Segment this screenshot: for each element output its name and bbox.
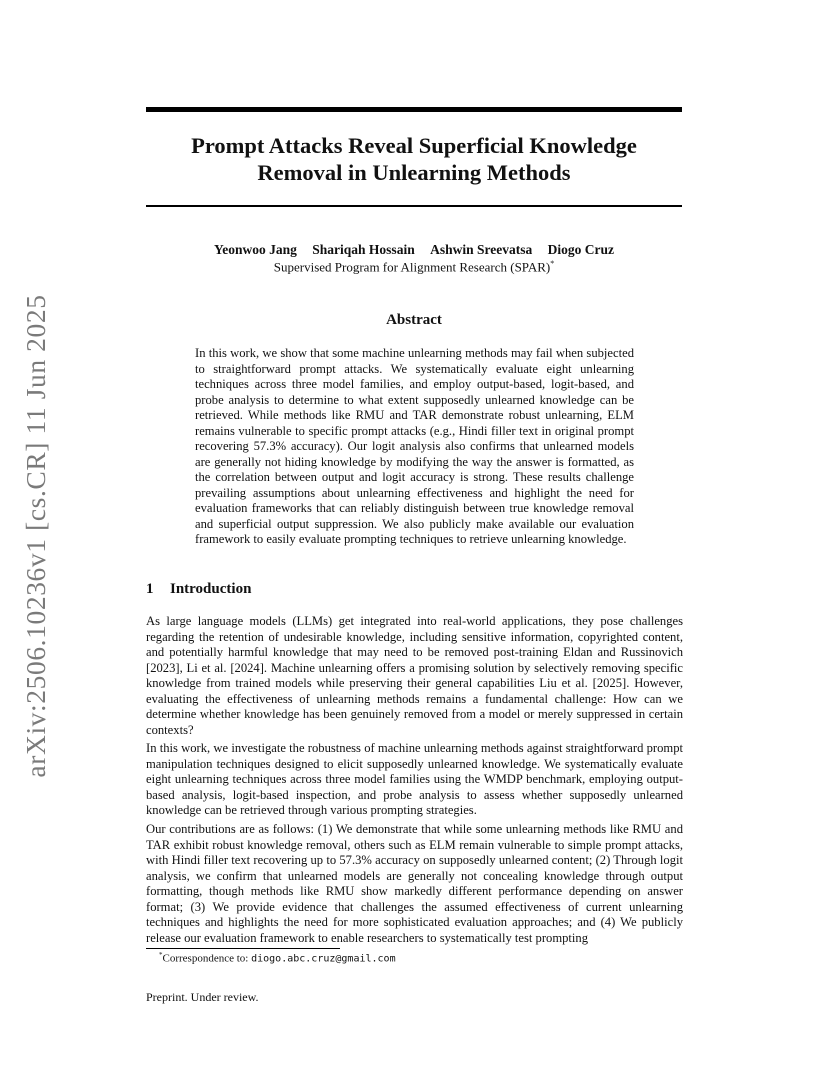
title-top-rule [146,107,682,112]
paragraph-text: In this work, we investigate the robustness of machine unlearning methods against straightforward prompt manipulation techniques designed to elicit supposedly unlearned knowledge. We systematically evaluate eight unlearning techniques across three model families using the WMDP benchmark, employing output-based analysis, logit-based inspection, and probe analysis to assess whether supposedly unlearned knowledge can be retrieved through various prompting strategies. [146,741,683,817]
author-name: Yeonwoo Jang [214,242,297,257]
arxiv-identifier-stamp: arXiv:2506.10236v1 [cs.CR] 11 Jun 2025 [20,294,51,778]
footnote-email-link[interactable]: diogo.abc.cruz@gmail.com [251,953,396,965]
footnote-mark: * [159,951,163,959]
author-name: Ashwin Sreevatsa [430,242,533,257]
affiliation [146,259,682,275]
intro-paragraph [146,741,683,819]
section-number: 1 [146,581,154,597]
preprint-footer: Preprint. Under review. [146,990,259,1004]
paragraph-text: As large language models (LLMs) get integrated into real-world applications, they pose challenges regarding the retention of undesirable knowledge, including sensitive information, copyrighted content, and potentially harmful knowledge that may need to be removed post-training Eldan and Russinovich [2023], Li et al. [2024]. Machine unlearning offers a promising solution by selectively removing specific knowledge from trained models while preserving their general capabilities Liu et al. [2025]. However, evaluating the effectiveness of unlearning methods remains a fundamental challenge: How can we determine whether knowledge has been genuinely removed from a model or merely suppressed in certain contexts? [146,614,683,737]
intro-paragraph [146,822,683,946]
section-heading-introduction [146,581,251,598]
paper-title-line-1: Prompt Attacks Reveal Superficial Knowledge [191,133,637,158]
affiliation-text: Supervised Program for Alignment Research (SPAR) [273,259,551,275]
abstract-body: In this work, we show that some machine unlearning methods may fail when subjected to straightforward prompt attacks. We systematically evaluate eight unlearning techniques across three model families, and employ output-based, logit-based, and probe analysis to determine to what extent supposedly unlearned knowledge can be retrieved. While methods like RMU and TAR demonstrate robust unlearning, ELM remains vulnerable to specific prompt attacks (e.g., Hindi filler text in original prompt recovering 57.3% accuracy). Our logit analysis also confirms that unlearned models are generally not hiding knowledge by modifying the way the answer is formatted, as the correlation between output and logit accuracy is strong. These results challenge prevailing assumptions about unlearning effectiveness and highlight the need for evaluation frameworks that can reliably distinguish between true knowledge removal and superficial output suppression. We also publicly make available our evaluation framework to easily evaluate prompting techniques to retrieve unlearning knowledge. [195,346,634,546]
paper-title [146,132,682,186]
author-name: Shariqah Hossain [312,242,415,257]
author-list [146,242,682,258]
affiliation-footnote-mark: * [550,259,555,268]
footnote [159,951,396,965]
section-title: Introduction [170,581,252,597]
paragraph-text: Our contributions are as follows: (1) We demonstrate that while some unlearning methods like RMU and TAR exhibit robust knowledge removal, others such as ELM remain vulnerable to simple prompt attacks, with Hindi filler text recovering up to 57.3% accuracy on supposedly unlearned content; (2) Through logit analysis, we confirm that unlearned models are generally not concealing knowledge through output formatting, though methods like RMU show markedly different performance depending on answer format; (3) We provide evidence that challenges the assumed effectiveness of current unlearning techniques and highlights the need for more sophisticated evaluation approaches; and (4) We publicly release our evaluation framework to enable researchers to systematically test prompting [146,822,683,945]
footnote-label: Correspondence to: [162,952,252,965]
intro-paragraph [146,614,683,738]
title-bottom-rule [146,205,682,207]
abstract-heading: Abstract [386,312,442,328]
footnote-rule [146,948,340,949]
author-name: Diogo Cruz [547,242,614,257]
paper-title-line-2: Removal in Unlearning Methods [257,160,571,185]
